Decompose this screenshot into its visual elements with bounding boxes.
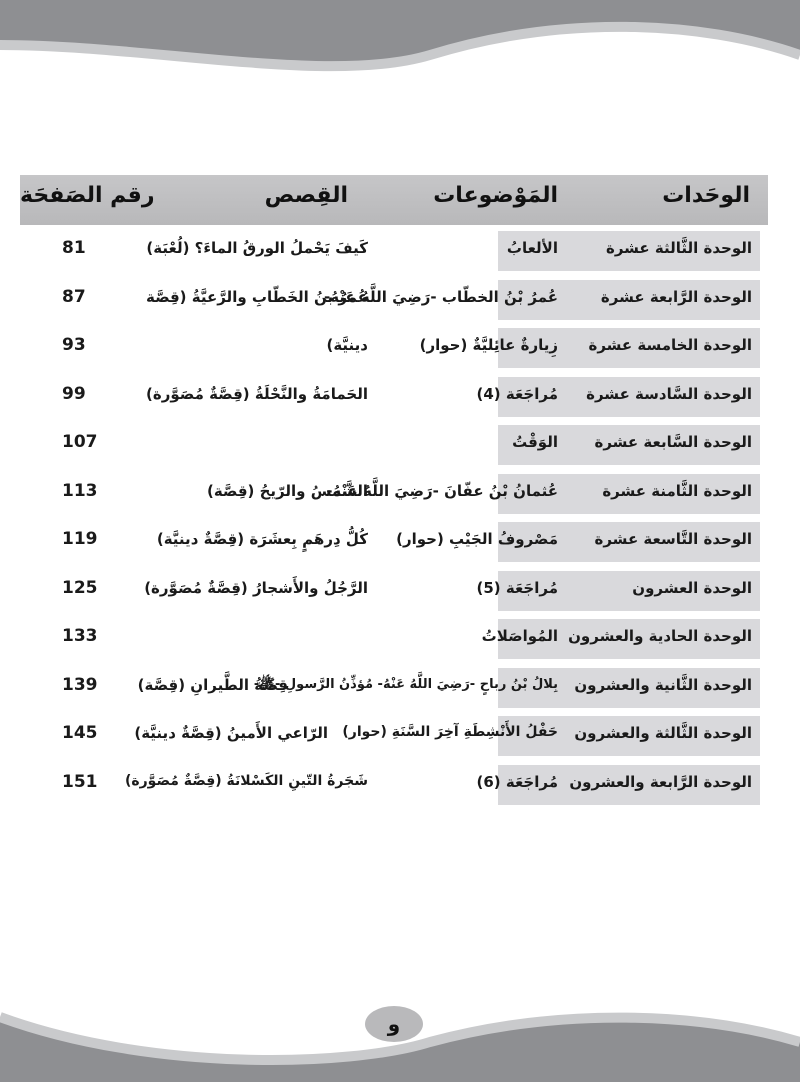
story-name: عُمرُ بنُ الخَطّابِ والرَّعيَّةُ (قِصَّة [145, 287, 368, 306]
page-number: 99 [62, 383, 86, 404]
toc-row [20, 425, 768, 465]
page-number: 107 [62, 432, 98, 452]
story-name: شَجَرةُ التّينِ الكَسْلانَةُ (قِصَّةٌ مُصَوَّرة) [124, 772, 368, 789]
topic-name: حَفْلُ الأَنْشِطَةِ آخِرَ السَّنَةِ (حوار) [342, 724, 558, 740]
topic-name: الوَقْتُ [512, 433, 558, 451]
unit-name: الوحدة السَّابعة عشرة [594, 433, 752, 451]
story-name: كَيفَ يَحْملُ الورقُ الماءَ؟ (لُعْبَة) [146, 239, 368, 257]
story-name: الرّاعي الأَمينُ (قِصَّةٌ دينيَّة) [134, 724, 328, 742]
topic-name: مُراجَعَة (6) [476, 772, 558, 791]
page-number: 125 [62, 577, 98, 598]
header-page-number: رقم الصَفحَة [20, 183, 155, 208]
toc-row [20, 571, 768, 611]
toc-row [20, 765, 768, 805]
topic-name: عُثمانُ بْنُ عفّانَ -رَضِيَ اللَّهُ عَنْهُ- [326, 481, 558, 500]
story-name: الحَمامَةُ والنَّحْلَةُ (قِصَّةٌ مُصَوَّرة) [146, 384, 368, 403]
unit-name: الوحدة العشرون [632, 578, 752, 597]
page-number: 139 [62, 674, 98, 695]
unit-name: الوحدة الثَّالثة عشرة [605, 239, 752, 257]
topic-name: مَصْروفُ الجَيْبِ (حوار) [396, 530, 558, 548]
page-number: 113 [62, 480, 98, 501]
story-name: قِصَّةُ الطَّيرانِ (قِصَّة) [137, 675, 288, 694]
page-number: 81 [62, 238, 86, 258]
story-name: الشَّمسُ والرّيحُ (قِصَّة) [206, 481, 368, 500]
unit-name: الوحدة الخامسة عشرة [588, 336, 752, 354]
toc-row [20, 231, 768, 271]
page-number: 145 [62, 723, 98, 743]
toc-row [20, 280, 768, 320]
toc-header [20, 175, 768, 225]
story-name: دينيَّة) [326, 336, 368, 354]
page-number: 87 [62, 286, 86, 307]
unit-name: الوحدة الثَّانية والعشرون [574, 675, 752, 694]
toc-row [20, 668, 768, 708]
unit-name: الوحدة الثَّامنة عشرة [602, 481, 752, 500]
topic-name: المُواصَلاتُ [481, 627, 558, 645]
header-units: الوحَدات [662, 183, 750, 208]
page-number: 133 [62, 626, 98, 646]
header-stories: القِصص [264, 183, 348, 208]
toc-row [20, 522, 768, 562]
unit-name: الوحدة الثَّالثة والعشرون [574, 724, 752, 742]
page-number: 93 [62, 335, 86, 355]
unit-name: الوحدة التَّاسعة عشرة [594, 530, 752, 548]
header-topics: المَوْضوعات [433, 183, 558, 208]
toc-row [20, 328, 768, 368]
topic-name: مُراجَعَة (4) [476, 384, 558, 403]
toc-row [20, 377, 768, 417]
top-wave-decoration [0, 0, 800, 110]
topic-name: زِيارةٌ عائِليَّةٌ (حوار) [419, 336, 558, 354]
unit-name: الوحدة الحادية والعشرون [568, 627, 752, 645]
topic-name: عُمرُ بْنُ الخطّاب -رَضِيَ اللَّهُ عَنْهُ- [324, 287, 558, 306]
unit-name: الوحدة الرَّابعة والعشرون [569, 772, 752, 791]
topic-name: بِلالُ بْنُ رباحٍ -رَضِيَ اللَّهُ عَنْهُ- مُؤذِّنُ الرَّسولِ -ﷺ- [253, 676, 558, 692]
page-number: 151 [62, 771, 98, 792]
topic-name: مُراجَعَة (5) [476, 578, 558, 597]
page-letter-badge: و [365, 1006, 423, 1042]
story-name: الرَّجُلُ والأَشجارُ (قِصَّةٌ مُصَوَّرة) [144, 578, 368, 597]
page-number: 119 [62, 529, 98, 549]
story-name: كُلُّ دِرهَمٍ بِعشَرَة (قِصَّةٌ دينيَّة) [156, 530, 368, 548]
topic-name: الألعابُ [506, 239, 558, 257]
toc-row [20, 619, 768, 659]
toc-row [20, 474, 768, 514]
unit-name: الوحدة السَّادسة عشرة [586, 384, 752, 403]
unit-name: الوحدة الرَّابعة عشرة [600, 287, 752, 306]
toc-row [20, 716, 768, 756]
table-of-contents [20, 175, 768, 813]
